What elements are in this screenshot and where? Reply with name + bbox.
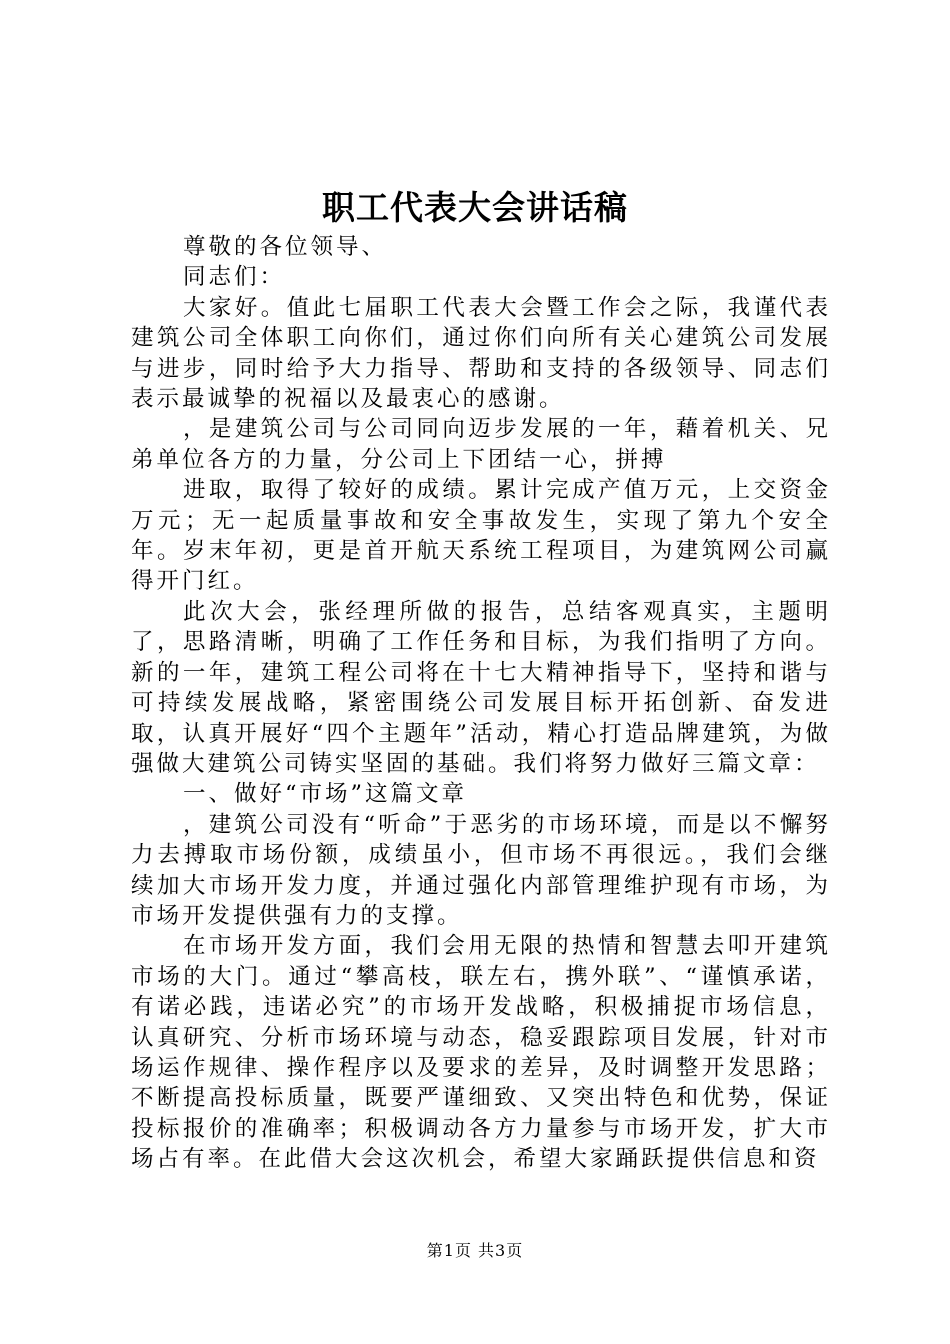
- salutation-line-2: 同志们：: [183, 264, 286, 291]
- paragraph-greeting: 大家好。值此七届职工代表大会暨工作会之际，我谨代表建筑公司全体职工向你们，通过你们向所有关心建筑公司发展与进步，同时给予大力指导、帮助和支持的各级领导、同志们表示最诚挚的祝福以及最衷心的感谢。: [131, 294, 831, 413]
- document-title: 职工代表大会讲话稿: [322, 188, 628, 227]
- paragraph-market-development: 在市场开发方面，我们会用无限的热情和智慧去叩开建筑市场的大门。通过“攀高枝，联左右，携外联”、“谨慎承诺，有诺必践，违诺必究”的市场开发战略，积极捕捉市场信息，认真研究、分析市场环境与动态，稳妥跟踪项目发展，针对市场运作规律、操作程序以及要求的差异，及时调整开发思路；不断提高投标质量，既要严谨细致、又突出特色和优势，保证投标报价的准确率；积极调动各方力量参与市场开发，扩大市场占有率。在此借大会这次机会，希望大家踊跃提供信息和资: [131, 933, 831, 1173]
- salutation-line-1: 尊敬的各位领导、: [183, 234, 388, 260]
- paragraph-achievements: 进取，取得了较好的成绩。累计完成产值万元，上交资金万元；无一起质量事故和安全事故发生，实现了第九个安全年。岁末年初，更是首开航天系统工程项目，为建筑网公司赢得开门红。: [131, 477, 831, 595]
- section-heading-market: 一、做好“市场”这篇文章: [183, 781, 468, 808]
- paragraph-review: ，是建筑公司与公司同向迈步发展的一年，藉着机关、兄弟单位各方的力量，分公司上下团结一心，拼搏: [131, 416, 831, 473]
- paragraph-market-intro: ，建筑公司没有“听命”于恶劣的市场环境，而是以不懈努力去搏取市场份额，成绩虽小，但市场不再很远。，我们会继续加大市场开发力度，并通过强化内部管理维护现有市场，为市场开发提供强有力的支撑。: [131, 811, 831, 929]
- document-body: [131, 232, 831, 1175]
- page-number-footer: 第1页 共3页: [426, 1241, 524, 1260]
- paragraph-meeting: 此次大会，张经理所做的报告，总结客观真实，主题明了，思路清晰，明确了工作任务和目标，为我们指明了方向。新的一年，建筑工程公司将在十七大精神指导下，坚持和谐与可持续发展战略，紧密围绕公司发展目标开拓创新、奋发进取，认真开展好“四个主题年”活动，精心打造品牌建筑，为做强做大建筑公司铸实坚固的基础。我们将努力做好三篇文章：: [131, 598, 831, 777]
